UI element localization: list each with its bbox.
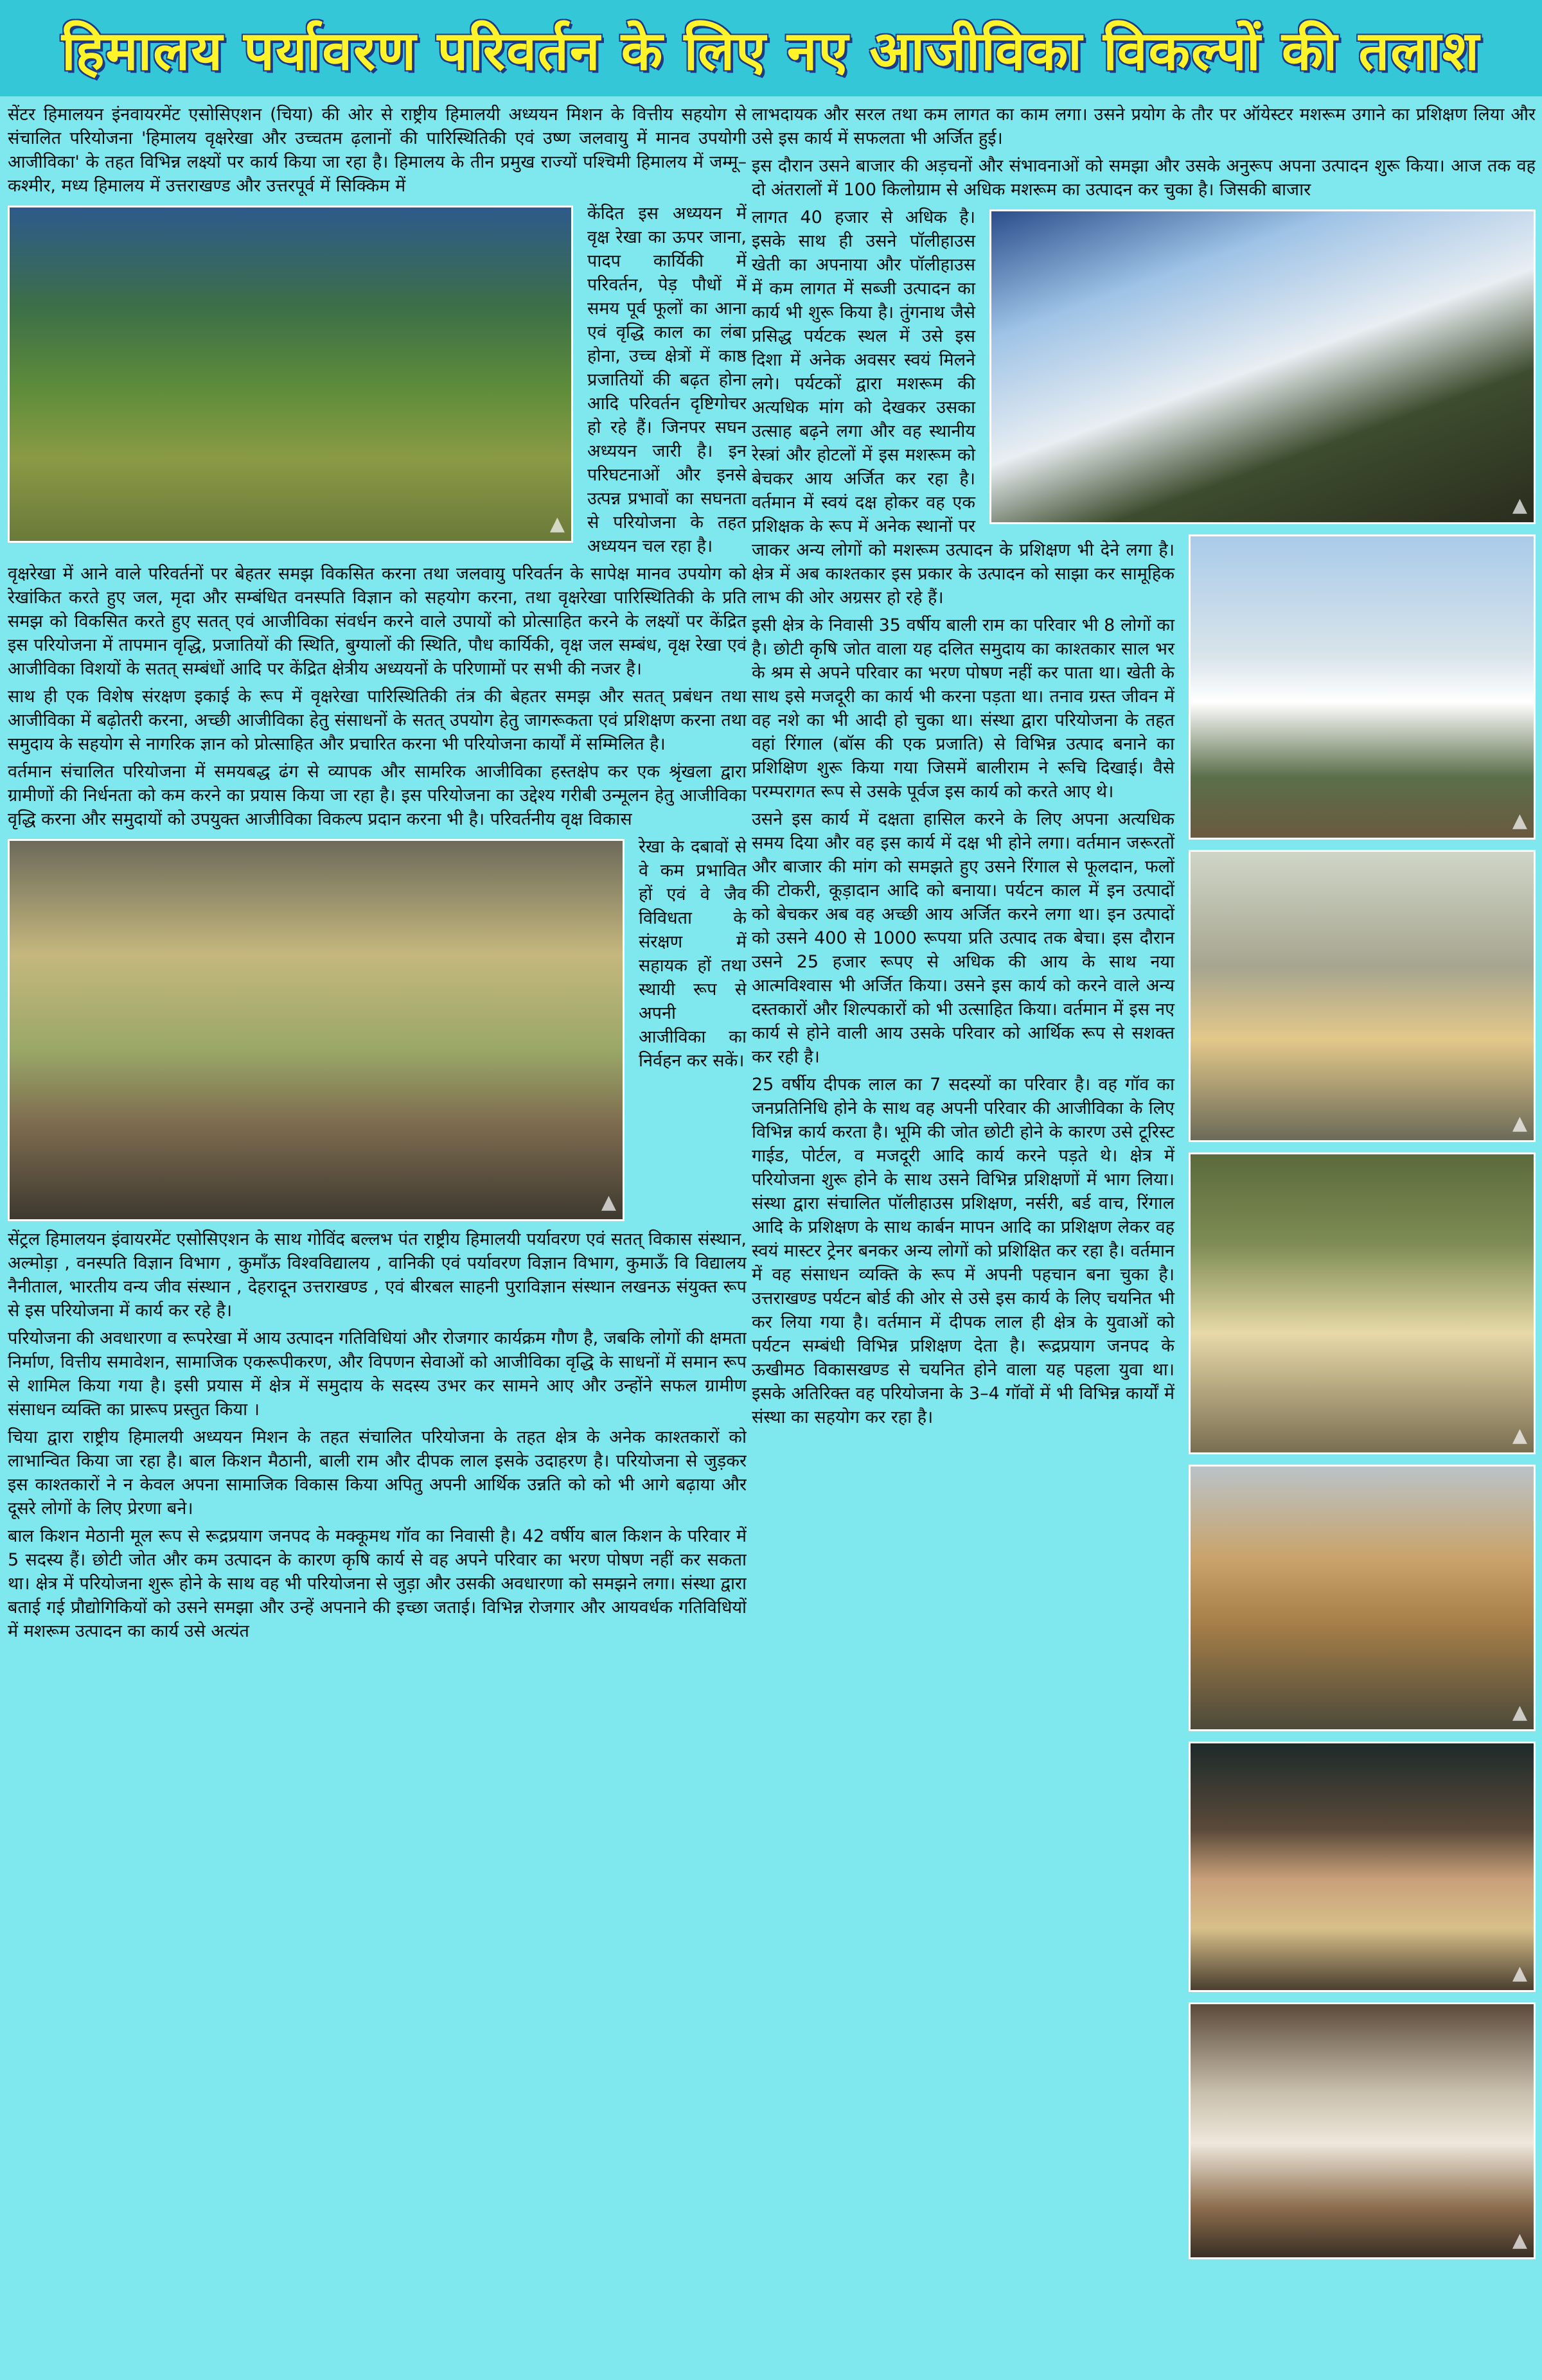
camera-icon: ▲ <box>1512 2229 1527 2252</box>
paragraph: लाभदायक और सरल तथा कम लागत का काम लगा। उसने प्रयोग के तौर पर ऑयेस्टर मशरूम उगाने का प्रशिक्षण लिया और उसे इस कार्य में सफलता भी अर्जित हुई। <box>752 105 1536 148</box>
paragraph: सेंटर हिमालयन इंनवायरमेंट एसोसिएशन (चिया) की ओर से राष्ट्रीय हिमालयी अध्ययन मिशन के वित्तीय सहयोग से संचालित परियोजना 'हिमालय वृक्षरेखा और उच्चतम ढ़लानों की पारिस्थितिकी एवं उष्ण जलवायु में मानव उपयोगी आजीविका' के तहत विभिन्न लक्ष्यों पर कार्य किया जा रहा है। हिमालय के तीन प्रमुख राज्यों पश्चिमी हिमालय में जम्मू–कश्मीर, मध्य हिमालय में उत्तराखण्ड और उत्तरपूर्व में सिक्किम में <box>8 105 747 196</box>
right-column <box>752 103 1536 2374</box>
paragraph: वृक्षरेखा में आने वाले परिवर्तनों पर बेहतर समझ विकसित करना तथा जलवायु परिवर्तन के सापेक्ष मानव उपयोग को रेखांकित करते हुए जल, मृदा और सम्बंधित वनस्पति विज्ञान को सहयोग करना, तथा वृक्षरेखा पारिस्थितिकी के प्रति समझ को विकसित करते हुए सतत् एवं आजीविका संवर्धन करने वाले उपायों को प्रोत्साहित करने के लक्ष्यों पर केंद्रित इस परियोजना में तापमान वृद्धि, प्रजातियों की स्थिति, बुग्यालों की स्थिति, पौध कार्यिकी, वृक्ष जल सम्बंध, वृक्ष रेखा एवं आजीविका विशयों के सतत् सम्बंधों आदि पर केंद्रित क्षेत्रीय अध्ययनों के परिणामों पर सभी की नजर है। <box>8 564 747 679</box>
paragraph: इस दौरान उसने बाजार की अड़चनों और संभावनाओं को समझा और उसके अनुरूप अपना उत्पादन शुरू किया। आज तक वह दो अंतरालों में 100 किलोग्राम से अधिक मशरूम का उत्पादन कर चुका है। जिसकी बाजार <box>752 156 1536 200</box>
paragraph: वर्तमान संचालित परियोजना में समयबद्ध ढंग से व्यापक और सामरिक आजीविका हस्तक्षेप कर एक श्रृंखला द्वारा ग्रामीणों की निर्धनता को कम करने का प्रयास किया जा रहा है। इस परियोजना का उद्देश्य गरीबी उन्मूलन हेतु आजीविका वृद्धि करना और समुदायों को उपयुक्त आजीविका विकल्प प्रदान करना भी है। परिवर्तनीय वृक्ष विकास <box>8 762 747 829</box>
paragraph: परियोजना की अवधारणा व रूपरेखा में आय उत्पादन गतिविधियां और रोजगार कार्यक्रम गौण है, जबकि लोगों की क्षमता निर्माण, वित्तीय समावेशन, सामाजिक एकरूपीकरण, और विपणन सेवाओं को आजीविका वृद्धि के साधनों में समान रूप से शामिल किया गया है। इसी प्रयास में क्षेत्र में समुदाय के सदस्य उभर कर सामने आए और उन्होंने सफल ग्रामीण संसाधन व्यक्ति का प्रारूप प्रस्तुत किया । <box>8 1328 747 1420</box>
paragraph: रेखा के दबावों से वे कम प्रभावित हों एवं वे जैव विविधता के संरक्षण में सहायक हों तथा स्थायी रूप से अपनी आजीविका का निर्वहन कर सकें। <box>639 837 747 1071</box>
photo-weather-station <box>1189 534 1536 840</box>
paragraph: 25 वर्षीय दीपक लाल का 7 सदस्यों का परिवार है। वह गॉव का जनप्रतिनिधि होने के साथ वह अपनी परिवार की आजीविका के लिए विभिन्न कार्य करता है। भूमि की जोत छोटी होने के कारण उसे टूरिस्ट गाईड, पोर्टल, व मजदूरी आदि कार्य करने पड़ते थे। क्षेत्र में परियोजना शुरू होने के साथ उसने विभिन्न प्रशिक्षणों में भाग लिया। संस्था द्वारा संचालित पॉलीहाउस प्रशिक्षण, नर्सरी, बर्ड वाच, रिंगाल आदि के प्रशिक्षण के साथ कार्बन मापन आदि का प्रशिक्षण लेकर वह स्वयं मास्टर ट्रेनर बनकर अन्य लोगों को प्रशिक्षित कर रहा है। वर्तमान में वह संसाधन व्यक्ति के रूप में अपनी पहचान बना चुका है। उत्तराखण्ड पर्यटन बोर्ड की ओर से उसे इस कार्य के लिए चयनित भी कर लिया गया है। वर्तमान में दीपक लाल ही क्षेत्र के युवाओं को पर्यटन सम्बंधी विभिन्न प्रशिक्षण देता है। रूद्रप्रयाग जनपद के ऊखीमठ विकासखण्ड से चयनित होने वाला यह पहला युवा था। इसके अतिरिक्त वह परियोजना के 3–4 गॉवों में भी विभिन्न कार्यों में संस्था का सहयोग कर रहा है। <box>752 1075 1174 1427</box>
photo-villagers-ringal-weaving <box>8 839 625 1221</box>
paragraph: इसी क्षेत्र के निवासी 35 वर्षीय बाली राम का परिवार भी 8 लोगों का है। छोटी कृषि जोत वाला यह दलित समुदाय का काश्तकार साल भर के श्रम से अपने परिवार का भरण पोषण नहीं कर पाता था। खेती के साथ इसे मजदूरी का कार्य भी करना पड़ता था। तनाव ग्रस्त जीवन में वह नशे का भी आदी हो चुका था। संस्था द्वारा परियोजना के तहत वहां रिंगाल (बॉस की एक प्रजाति) से विभिन्न उत्पाद बनाने का प्रशिक्षिण शुरू किया गया जिसमें बालीराम ने रूचि दिखाई। वैसे परम्परागत रूप से उसके पूर्वज इस कार्य को करते आए थे। <box>752 615 1174 802</box>
photo-stacked-baskets <box>1189 1465 1536 1731</box>
paragraph: केंदित इस अध्ययन में वृक्ष रेखा का ऊपर जाना, पादप कार्यिकी में परिवर्तन, पेड़ पौधों में समय पूर्व फूलों का आना एवं वृद्धि काल का लंबा होना, उच्च क्षेत्रों में काष्ठ प्रजातियों की बढ़त होना आदि परिवर्तन दृष्टिगोचर हो रहे हैं। जिनपर सघन अध्ययन जारी है। इन परिघटनाओं और इनसे उत्पन्न प्रभावों का सघनता से परियोजना के तहत अध्ययन चल रहा है। <box>587 204 747 556</box>
photo-mountain-valley <box>8 206 573 543</box>
camera-icon: ▲ <box>1512 494 1527 516</box>
photo-man-with-basket <box>1189 1741 1536 1992</box>
paragraph: सेंट्रल हिमालयन इंवायरमेंट एसोसिएशन के साथ गोविंद बल्लभ पंत राष्ट्रीय हिमालयी पर्यावरण एवं सतत् विकास संस्थान, अल्मोड़ा , वनस्पति विज्ञान विभाग , कुमाँऊ विश्वविद्यालय , वानिकी एवं पर्यावरण विज्ञान विभाग, कुमाऊँ वि विद्यालय नैनीताल, भारतीय वन्य जीव संस्थान , देहरादून उत्तराखण्ड , एवं बीरबल साहनी पुराविज्ञान संस्थान लखनऊ संयुक्त रूप से इस परियोजना में कार्य कर रहे है। <box>8 1230 747 1321</box>
camera-icon: ▲ <box>1512 1962 1527 1984</box>
paragraph: लागत 40 हजार से अधिक है। इसके साथ ही उसने पॉलीहाउस खेती का अपनाया और पॉलीहाउस में कम लागत में सब्जी उत्पादन का कार्य भी शुरू किया है। तुंगनाथ जैसे प्रसिद्ध पर्यटक स्थल में उसे इस दिशा में अनेक अवसर स्वयं मिलने लगे। पर्यटकों द्वारा मशरूम की अत्यधिक मांग को देखकर उसका उत्साह बढ़ने लगा और वह स्थानीय रेस्त्रां और होटलों में इस मशरूम को बेचकर आय अर्जित कर रहा है। वर्तमान में स्वयं दक्ष होकर वह एक प्रशिक्षक के रूप में अनेक स्थानों पर जाकर अन्य लोगों को मशरूम उत्पादन के प्रशिक्षण भी देने लगा है। क्षेत्र में अब काश्तकार इस प्रकार के उत्पादन को साझा कर सामूहिक लाभ की ओर अग्रसर हो रहे हैं। <box>752 207 1174 608</box>
camera-icon: ▲ <box>549 513 565 535</box>
camera-icon: ▲ <box>1512 1701 1527 1723</box>
photo-basket-weaving <box>1189 1152 1536 1454</box>
left-column <box>8 103 747 2374</box>
camera-icon: ▲ <box>1512 1112 1527 1134</box>
paragraph: चिया द्वारा राष्ट्रीय हिमालयी अध्ययन मिशन के तहत संचालित परियोजना के तहत क्षेत्र के अनेक काश्तकारों को लाभान्वित किया जा रहा है। बाल किशन मैठानी, बाली राम और दीपक लाल इसके उदाहरण है। परियोजना से जुड़कर इस काश्तकारों ने न केवल अपना सामाजिक विकास किया अपितु अपनी आर्थिक उन्नति को को भी आगे बढ़ाया और दूसरे लोगों के लिए प्रेरणा बने। <box>8 1427 747 1519</box>
paragraph: बाल किशन मेठानी मूल रूप से रूद्रप्रयाग जनपद के मक्कूमथ गॉव का निवासी है। 42 वर्षीय बाल किशन के परिवार में 5 सदस्य हैं। छोटी जोत और कम उत्पादन के कारण कृषि कार्य से वह अपने परिवार का भरण पोषण नहीं कर सकता था। क्षेत्र में परियोजना शुरू होने के साथ वह भी परियोजना से जुड़ा और उसकी अवधारणा को समझने लगा। संस्था द्वारा बताई गई प्रौद्योगिकियों को उसने समझा और उन्हें अपनाने की इच्छा जताई। विभिन्न रोजगार और आयवर्धक गतिविधियों में मशरूम उत्पादन का कार्य उसे अत्यंत <box>8 1526 747 1641</box>
photo-ringal-baskets <box>1189 850 1536 1142</box>
camera-icon: ▲ <box>1512 1424 1527 1447</box>
photo-snowy-slope <box>989 209 1536 524</box>
paragraph: उसने इस कार्य में दक्षता हासिल करने के लिए अपना अत्यधिक समय दिया और वह इस कार्य में दक्ष भी होने लगा। वर्तमान जरूरतों और बाजार की मांग को समझते हुए उसने रिंगाल से फूलदान, फलों की टोकरी, कूड़ादान आदि को बनाया। पर्यटन काल में इन उत्पादों को बेचकर अब वह अच्छी आय अर्जित करने लगा था। इन उत्पादों को उसने 400 से 1000 रूपया प्रति उत्पाद तक बेचा। इस दौरान उसने 25 हजार रूपए से अधिक की आय के साथ नया आत्मविश्वास भी अर्जित किया। उसने इस कार्य को करने वाले अन्य दस्तकारों और शिल्पकारों को भी उत्साहित किया। वर्तमान में इस नए कार्य से होने वाली आय उसके परिवार को आर्थिक रूप से सशक्त कर रही है। <box>752 809 1174 1067</box>
paragraph: साथ ही एक विशेष संरक्षण इकाई के रूप में वृक्षरेखा पारिस्थितिकी तंत्र की बेहतर समझ और सतत् प्रबंधन तथा आजीविका में बढ़ोतरी करना, अच्छी आजीविका हेतु संसाधनों के सतत् उपयोग हेतु जागरूकता एवं प्रशिक्षण करना तथा समुदाय के सहयोग से नागरिक ज्ञान को प्रोत्साहित और प्रचारित करना भी परियोजना कार्यों में सम्मिलित है। <box>8 687 747 754</box>
page-title: हिमालय पर्यावरण परिवर्तन के लिए नए आजीविका विकल्पों की तलाश <box>0 0 1542 96</box>
camera-icon: ▲ <box>601 1191 616 1213</box>
photo-oyster-mushrooms <box>1189 2002 1536 2259</box>
camera-icon: ▲ <box>1512 809 1527 832</box>
